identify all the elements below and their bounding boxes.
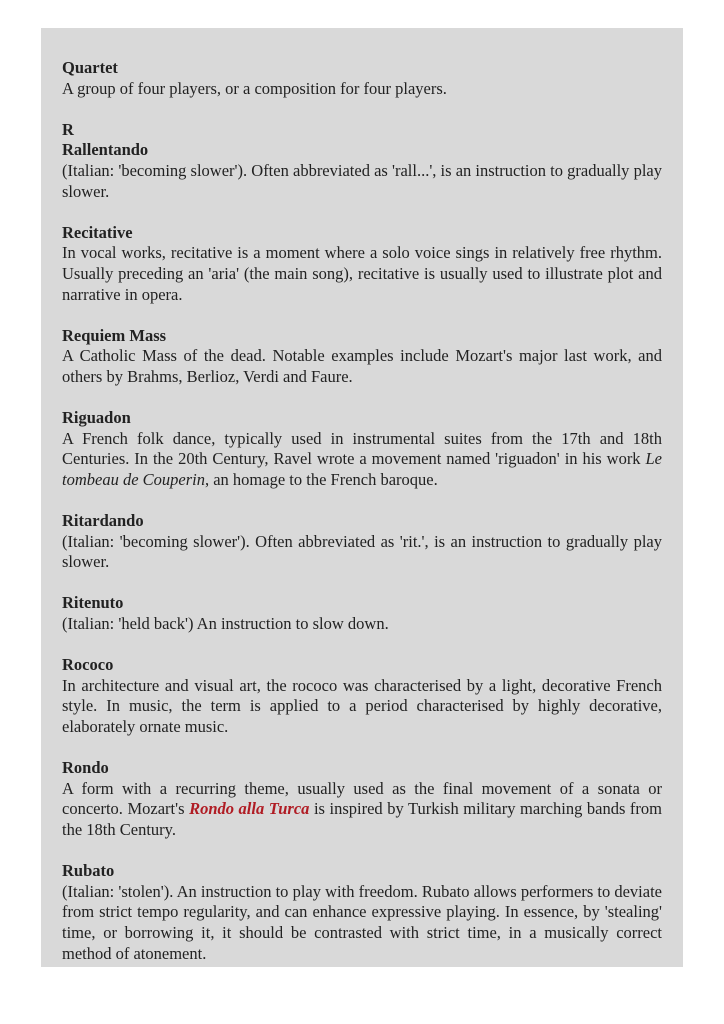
entry-riguadon xyxy=(62,408,662,490)
term-definition: (Italian: 'becoming slower'). Often abbreviated as 'rit.', is an instruction to gradually play slower. xyxy=(62,531,662,572)
entry-requiem-mass xyxy=(62,326,662,388)
entry-ritenuto xyxy=(62,593,662,634)
term-title: Ritardando xyxy=(62,511,144,531)
term-definition: In vocal works, recitative is a moment where a solo voice sings in relatively free rhythm. Usually preceding an 'aria' (the main song), recitative is usually used to illustrate plot and narrative in opera. xyxy=(62,243,662,304)
entry-ritardando xyxy=(62,511,662,573)
term-definition: A Catholic Mass of the dead. Notable examples include Mozart's major last work, and others by Brahms, Berlioz, Verdi and Faure. xyxy=(62,346,662,386)
term-title: Recitative xyxy=(62,222,133,242)
term-title: Ritenuto xyxy=(62,593,124,613)
entry-recitative xyxy=(62,223,662,305)
term-title: Riguadon xyxy=(62,408,131,428)
entry-rondo xyxy=(62,758,662,840)
term-title: Requiem Mass xyxy=(62,325,167,345)
term-title: Rubato xyxy=(62,861,115,881)
entry-quartet xyxy=(62,58,662,99)
entry-rococo xyxy=(62,655,662,737)
glossary-content xyxy=(62,58,662,967)
definition-text: , an homage to the French baroque. xyxy=(204,469,438,489)
entry-rubato xyxy=(62,861,662,964)
definition-text: A form with a recurring theme, usually used as the final movement of a sonata or concerto. Mozart's xyxy=(62,778,662,819)
term-title: Rondo xyxy=(62,758,109,778)
entry-rallentando xyxy=(62,140,662,202)
work-title-italic: Le tombeau de Couperin xyxy=(62,449,662,489)
term-definition xyxy=(62,779,662,841)
definition-text: A French folk dance, typically used in instrumental suites from the 17th and 18th Centuries. In the 20th Century, Ravel wrote a movement named 'riguadon' in his work xyxy=(62,428,662,469)
term-definition xyxy=(62,429,662,491)
section-letter: R xyxy=(62,119,74,139)
term-definition: In architecture and visual art, the rococo was characterised by a light, decorative French style. In music, the term is applied to a period characterised by highly decorative, elaborately ornate music. xyxy=(62,675,662,736)
term-title: Rallentando xyxy=(62,140,149,160)
term-definition: (Italian: 'held back') An instruction to slow down. xyxy=(62,614,389,634)
highlighted-work-link[interactable]: Rondo alla Turca xyxy=(189,799,310,819)
term-definition: A group of four players, or a composition for four players. xyxy=(62,78,447,98)
term-title: Quartet xyxy=(62,58,118,77)
term-definition: (Italian: 'stolen'). An instruction to play with freedom. Rubato allows performers to deviate from strict tempo regularity, and can enhance expressive playing. In essence, by 'stealing' time, or borrowing it, it should be contrasted with strict time, in a musically correct method of atonement. xyxy=(62,881,662,963)
glossary-panel xyxy=(41,28,683,967)
term-definition: (Italian: 'becoming slower'). Often abbreviated as 'rall...', is an instruction to gradually play slower. xyxy=(62,160,662,201)
definition-text: is inspired by Turkish military marching bands from the 18th Century. xyxy=(62,799,663,839)
term-title: Rococo xyxy=(62,655,114,675)
